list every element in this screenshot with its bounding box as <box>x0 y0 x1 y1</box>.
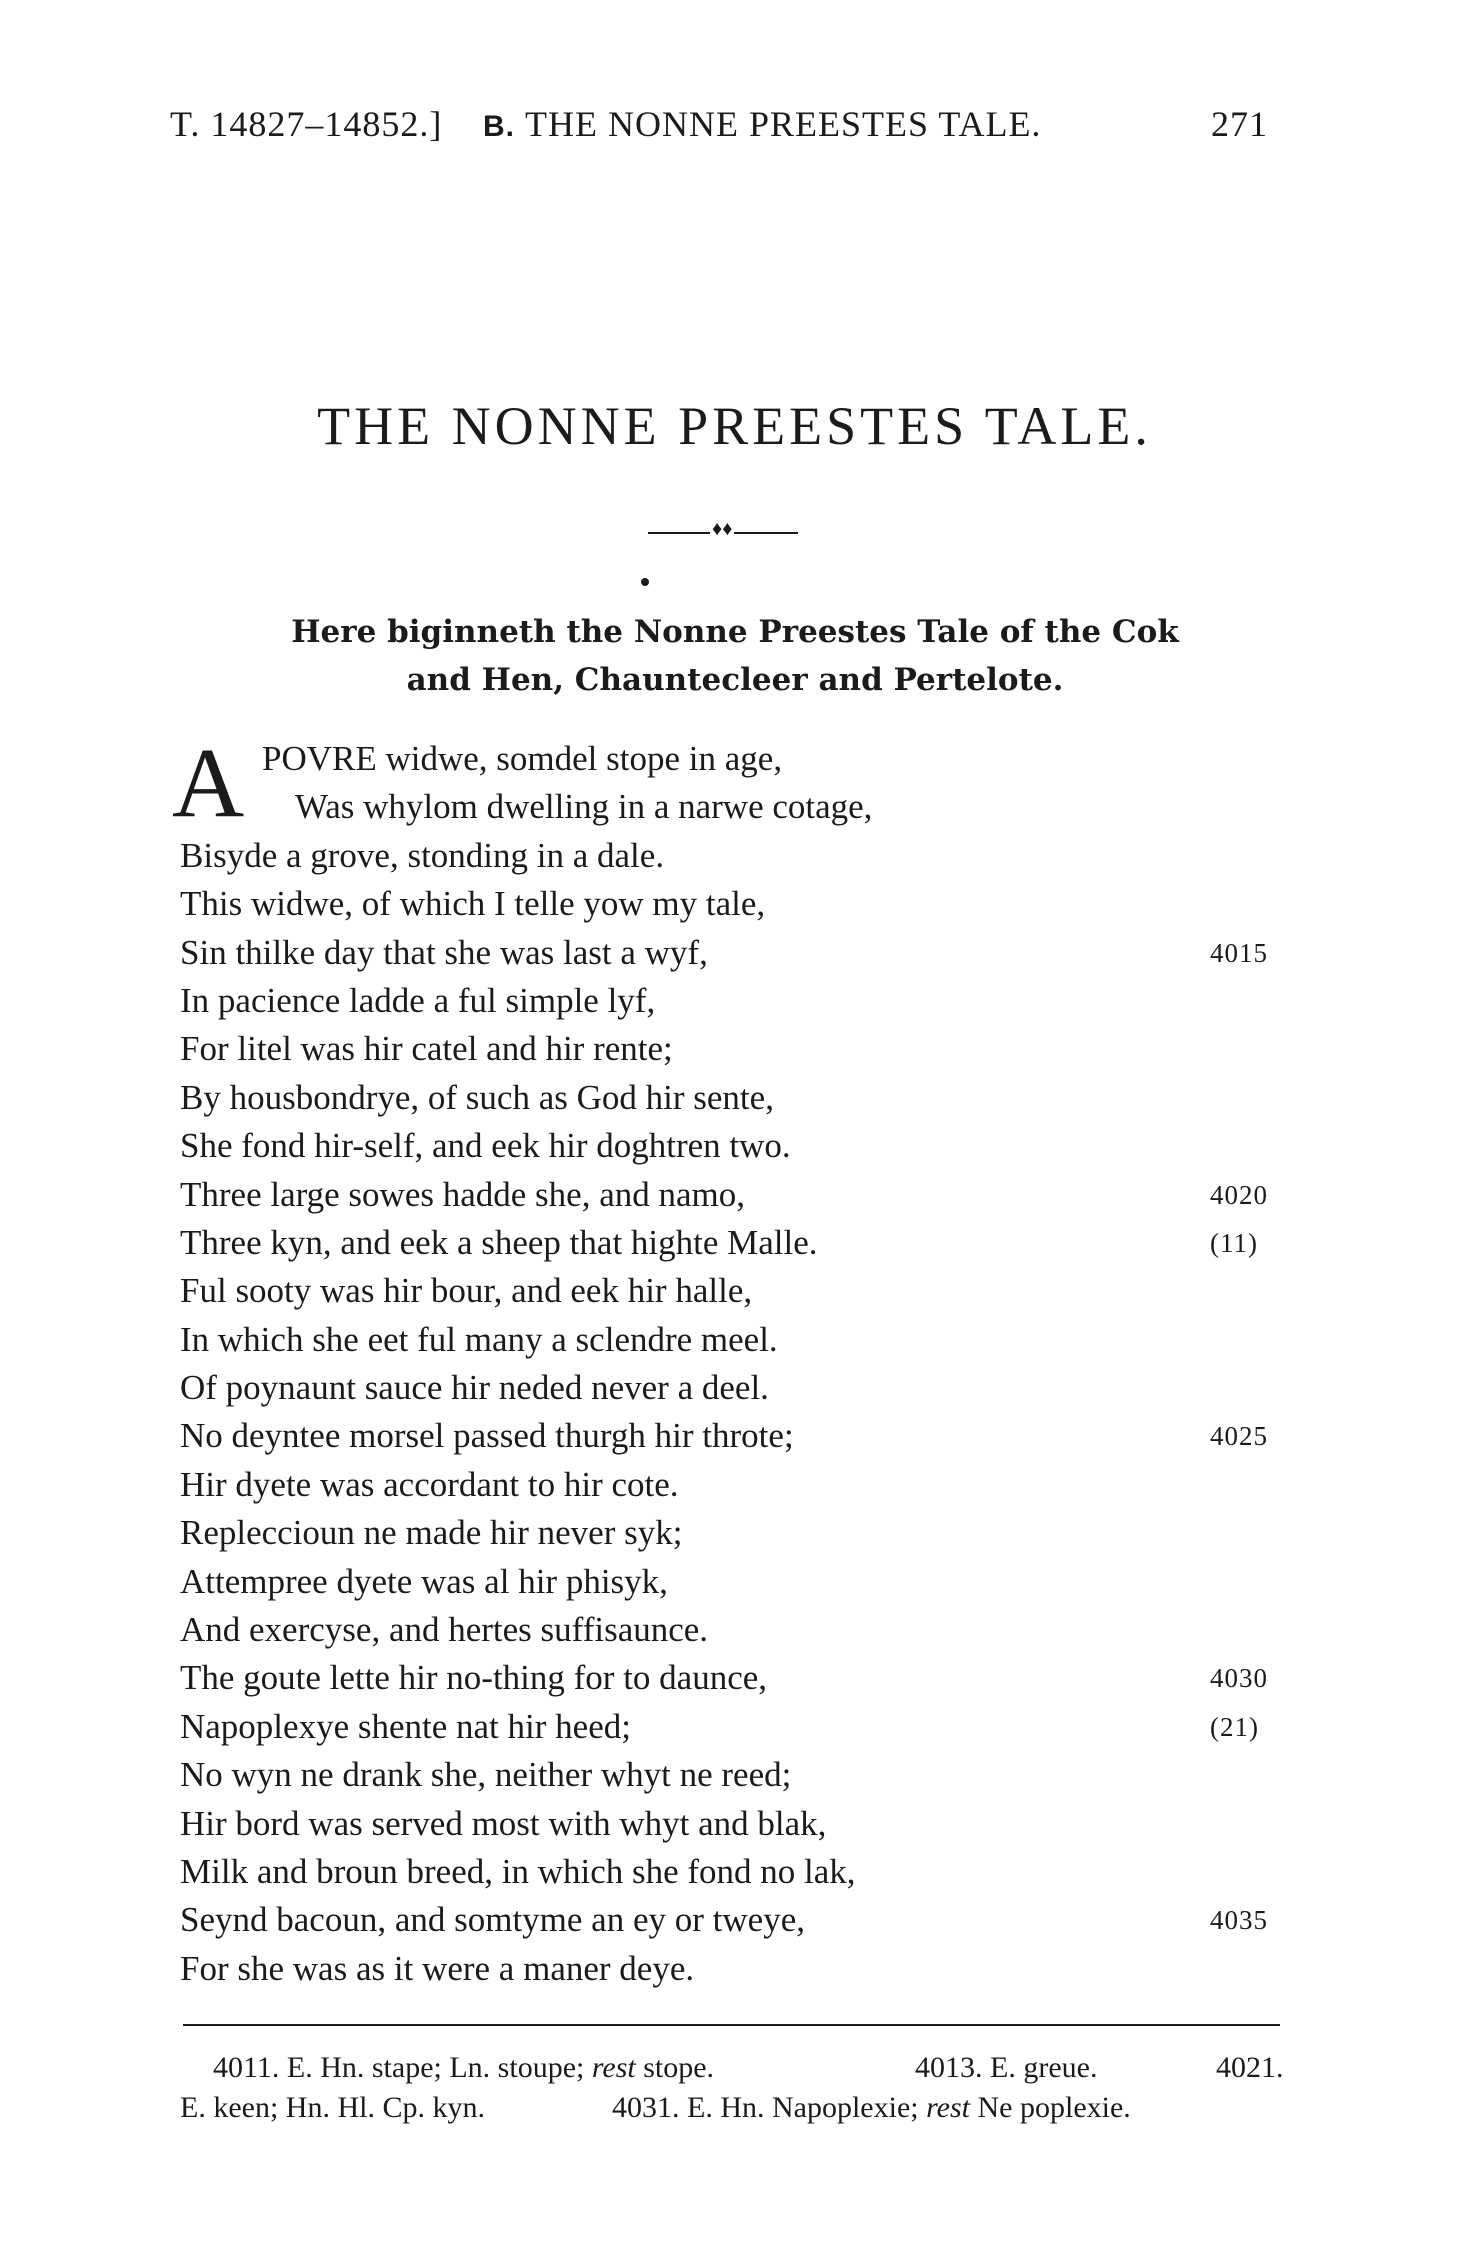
verse-line <box>180 1558 1290 1606</box>
ornament-divider <box>648 518 798 540</box>
line-number: 4035 <box>1210 1905 1268 1936</box>
running-title-text: THE NONNE PREESTES TALE. <box>525 104 1042 144</box>
footnote-rest-italic: rest <box>591 2051 636 2084</box>
line-number: 4015 <box>1210 937 1268 968</box>
verse-line <box>180 1219 1290 1267</box>
verse-line <box>180 977 1290 1025</box>
footnote-4013: 4013. E. greue. <box>915 2051 1098 2084</box>
verse-text: For she was as it were a maner deye. <box>180 1948 695 1988</box>
verse-line <box>180 880 1290 928</box>
verse-text: In pacience ladde a ful simple lyf, <box>180 980 656 1020</box>
page-number: 271 <box>1211 104 1268 144</box>
line-number: 4020 <box>1210 1179 1268 1210</box>
verse-text: Repleccioun ne made hir never syk; <box>180 1513 683 1553</box>
verse-text: Hir dyete was accordant to hir cote. <box>180 1464 679 1504</box>
line-number: (21) <box>1210 1711 1259 1742</box>
footnote-4021-cont: E. keen; Hn. Hl. Cp. kyn. <box>180 2091 485 2124</box>
line-number: 4030 <box>1210 1663 1268 1694</box>
footnote-line-2 <box>180 2088 1290 2128</box>
verse-text: Bisyde a grove, stonding in a dale. <box>180 835 665 875</box>
verse-line <box>180 1896 1290 1944</box>
verse-text: No wyn ne drank she, neither whyt ne reed; <box>180 1755 792 1795</box>
footnote-4011: 4011. E. Hn. stape; Ln. stoupe; rest stope. <box>213 2051 715 2084</box>
verse-line <box>180 1848 1290 1896</box>
verse-text: Sin thilke day that she was last a wyf, <box>180 932 708 972</box>
verse-text: She fond hir-self, and eek hir doghtren two. <box>180 1126 791 1166</box>
verse-text: Of poynaunt sauce hir neded never a deel. <box>180 1368 769 1408</box>
footnote-rest-italic-2: rest <box>926 2091 970 2124</box>
running-title <box>483 103 1041 145</box>
verse-text: The goute lette hir no-thing for to daunce, <box>180 1658 768 1698</box>
verse-text: For litel was hir catel and hir rente; <box>180 1029 673 1069</box>
line-range: T. 14827–14852.] <box>170 104 443 144</box>
line-number: 4025 <box>1210 1421 1268 1452</box>
verse-text: By housbondrye, of such as God hir sente, <box>180 1077 774 1117</box>
verse-line <box>180 1461 1290 1509</box>
verse-text: Was whylom dwelling in a narwe cotage, <box>295 787 873 827</box>
verse-text: Seynd bacoun, and somtyme an ey or tweye, <box>180 1900 805 1940</box>
verse-text: Milk and broun breed, in which she fond no lak, <box>180 1851 856 1891</box>
verse-text: POVRE widwe, somdel stope in age, <box>262 739 783 778</box>
dot-ornament-icon <box>641 578 649 586</box>
footnote-4021: 4021. <box>1216 2051 1284 2084</box>
verse-line <box>180 1025 1290 1073</box>
verse-line <box>180 832 1290 880</box>
drop-cap: A <box>172 727 245 838</box>
verse-line <box>180 1606 1290 1654</box>
verse-text: In which she eet ful many a sclendre meel. <box>180 1319 778 1359</box>
verse-text: Napoplexye shente nat hir heed; <box>180 1706 631 1746</box>
footnotes <box>180 2048 1290 2128</box>
heading-line-2: and Hen, Chauntecleer and Pertelote. <box>406 662 1064 698</box>
diamond-ornament-icon: ♦♦ <box>712 518 733 540</box>
verse-line <box>180 1751 1290 1799</box>
verse-text: Attempree dyete was al hir phisyk, <box>180 1561 668 1601</box>
verse-line <box>180 1316 1290 1364</box>
verse-text: Ful sooty was hir bour, and eek hir halle, <box>180 1271 753 1311</box>
verse-line <box>180 1074 1290 1122</box>
footnote-rule <box>183 2024 1280 2026</box>
verse-line <box>180 929 1290 977</box>
verse-line <box>180 1654 1290 1702</box>
verse-text: This widwe, of which I telle yow my tale, <box>180 884 766 924</box>
verse-line <box>180 1509 1290 1557</box>
verse-text: No deyntee morsel passed thurgh hir throte; <box>180 1416 794 1456</box>
verse-line <box>180 1122 1290 1170</box>
verse-line <box>180 1945 1290 1993</box>
line-number: (11) <box>1210 1227 1258 1258</box>
verse-line <box>180 1267 1290 1315</box>
verse-line <box>180 1364 1290 1412</box>
footnote-line-1 <box>180 2048 1290 2088</box>
verse-text: Three large sowes hadde she, and namo, <box>180 1174 745 1214</box>
page-title: THE NONNE PREESTES TALE. <box>317 396 1152 456</box>
verse-text: And exercyse, and hertes suffisaunce. <box>180 1610 709 1650</box>
verse-line <box>180 1703 1290 1751</box>
group-label: B. <box>483 110 515 143</box>
footnote-4031: 4031. E. Hn. Napoplexie; rest Ne poplexie. <box>612 2091 1131 2124</box>
heading-line-1: Here biginneth the Nonne Preestes Tale of the Cok <box>291 614 1179 650</box>
verse-line <box>180 1171 1290 1219</box>
verse-text: Hir bord was served most with whyt and blak, <box>180 1803 827 1843</box>
verse-line <box>180 783 1290 831</box>
verse-line <box>180 1412 1290 1460</box>
verse-text: Three kyn, and eek a sheep that highte Malle. <box>180 1222 818 1262</box>
verse-line <box>180 1800 1290 1848</box>
tale-heading <box>205 608 1265 704</box>
verse-block <box>172 727 1290 1993</box>
